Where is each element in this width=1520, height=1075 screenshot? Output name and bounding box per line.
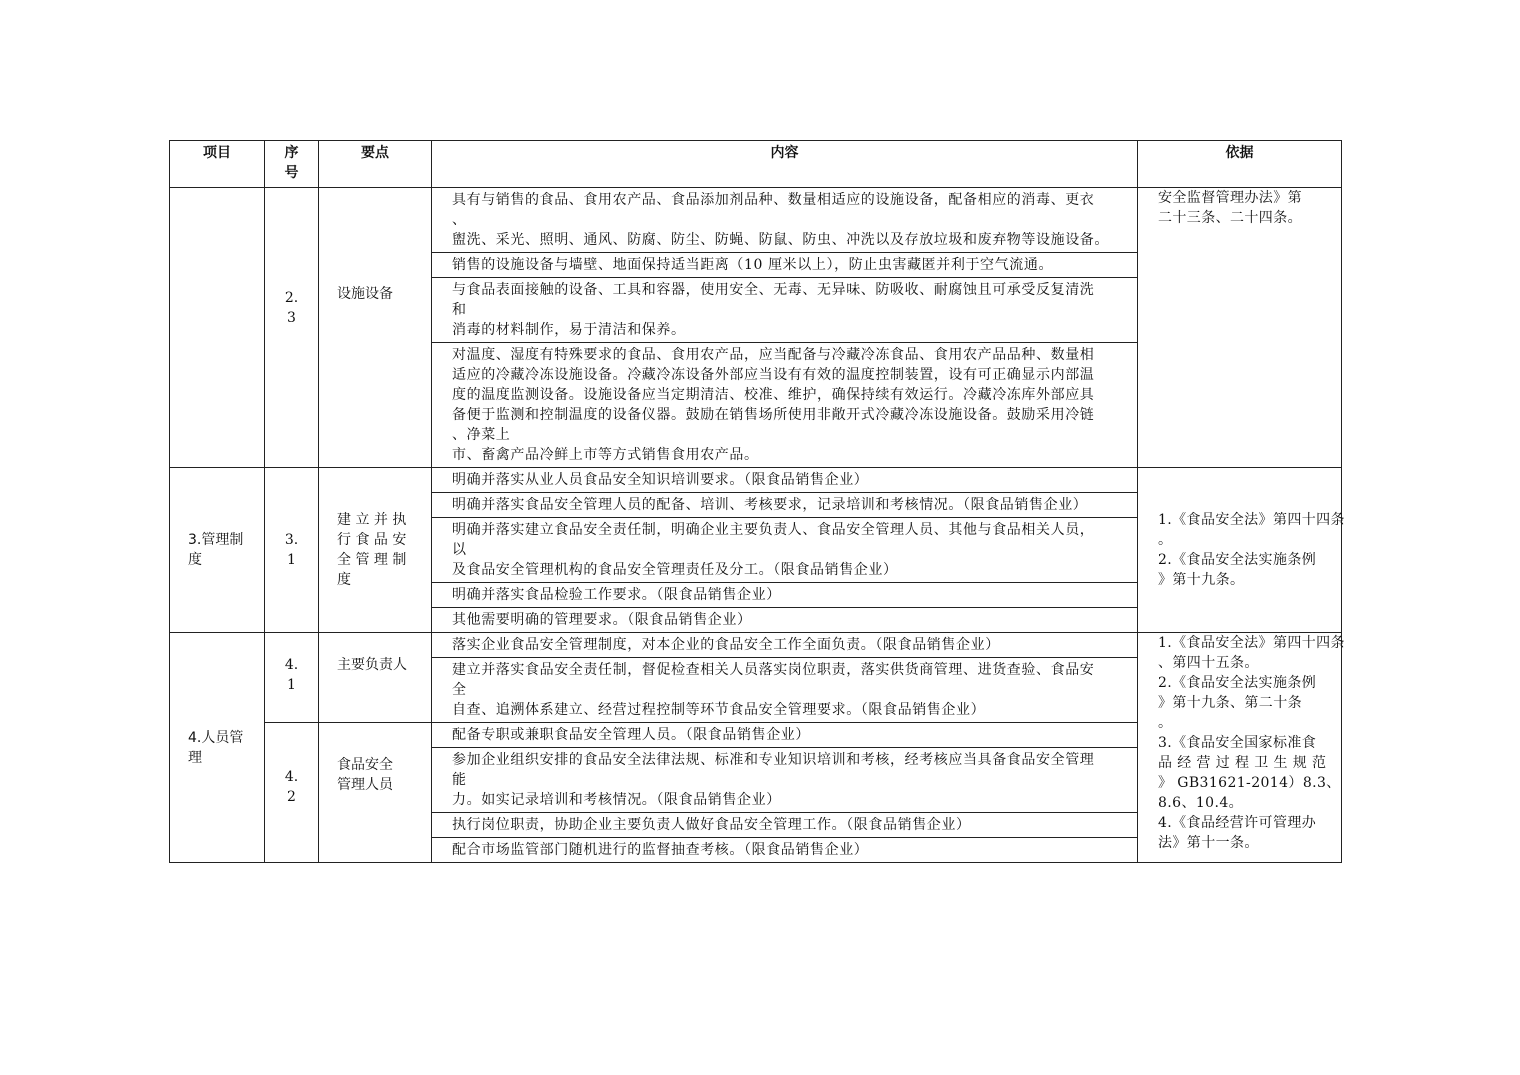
basis-line: 品 经 营 过 程 卫 生 规 范 bbox=[1158, 755, 1327, 771]
content-line: 市、畜禽产品冷鲜上市等方式销售食用农产品。 bbox=[452, 447, 759, 463]
basis-line: 。 bbox=[1158, 715, 1173, 731]
content-line: 自查、追溯体系建立、经营过程控制等环节食品安全管理要求。（限食品销售企业） bbox=[452, 702, 986, 718]
content-row bbox=[432, 608, 1137, 632]
category-line: 4.人员管 bbox=[188, 729, 244, 746]
category-management-system bbox=[170, 468, 265, 633]
content-row bbox=[432, 188, 1137, 253]
content-row bbox=[432, 583, 1137, 608]
header-content: 内容 bbox=[432, 141, 1138, 188]
section-management-system bbox=[170, 468, 1342, 633]
content-management-system bbox=[432, 468, 1138, 633]
content-row bbox=[432, 253, 1137, 278]
basis-line: 》第十九条。 bbox=[1158, 572, 1245, 588]
basis-facilities bbox=[1138, 188, 1342, 468]
content-line: 明确并落实建立食品安全责任制，明确企业主要负责人、食品安全管理人员、其他与食品相关人员， bbox=[452, 522, 1095, 538]
basis-management-system bbox=[1138, 468, 1345, 633]
basis-line: 8.6、10.4。 bbox=[1158, 795, 1244, 811]
content-row bbox=[432, 813, 1137, 838]
content-line: 及食品安全管理机构的食品安全管理责任及分工。（限食品销售企业） bbox=[452, 562, 898, 578]
basis-line: 法》第十一条。 bbox=[1158, 835, 1259, 851]
header-basis: 依据 bbox=[1138, 141, 1342, 188]
content-row bbox=[432, 723, 1137, 748]
seq-4-2: 4. 2 bbox=[265, 723, 319, 863]
basis-line: 1.《食品安全法》第四十四条 bbox=[1158, 635, 1345, 651]
content-line: 以 bbox=[452, 542, 467, 558]
content-line: 落实企业食品安全管理制度，对本企业的食品安全工作全面负责。（限食品销售企业） bbox=[452, 637, 1000, 653]
content-line: 盥洗、采光、照明、通风、防腐、防尘、防蝇、防鼠、防虫、冲洗以及存放垃圾和废弃物等设施设备。 bbox=[452, 232, 1109, 248]
content-line: 明确并落实食品安全管理人员的配备、培训、考核要求，记录培训和考核情况。（限食品销售企业） bbox=[452, 497, 1088, 513]
content-line: 适应的冷藏冷冻设施设备。冷藏冷冻设备外部应当设有有效的温度控制装置，设有可正确显示内部温 bbox=[452, 367, 1095, 383]
content-row bbox=[432, 518, 1137, 583]
content-row bbox=[432, 343, 1137, 467]
section-facilities bbox=[170, 188, 1342, 468]
content-line: 与食品表面接触的设备、工具和容器，使用安全、无毒、无异味、防吸收、耐腐蚀且可承受反复清洗 bbox=[452, 282, 1095, 298]
basis-line: 4.《食品经营许可管理办 bbox=[1158, 815, 1317, 831]
content-line: 全 bbox=[452, 682, 467, 698]
content-row bbox=[432, 748, 1137, 813]
content-row bbox=[432, 838, 1137, 862]
basis-line: 2.《食品安全法实施条例 bbox=[1158, 675, 1317, 691]
content-line: 度的温度监测设备。设施设备应当定期清洁、校准、维护，确保持续有效运行。冷藏冷冻库外部应具 bbox=[452, 387, 1095, 403]
basis-line: 3.《食品安全国家标准食 bbox=[1158, 735, 1317, 751]
basis-line: 二十三条、二十四条。 bbox=[1158, 210, 1302, 226]
point-facilities: 设施设备 bbox=[319, 188, 432, 468]
point-management-system bbox=[319, 468, 432, 633]
seq-3-1: 3. 1 bbox=[265, 468, 319, 633]
point-head bbox=[319, 633, 432, 723]
content-line: 其他需要明确的管理要求。（限食品销售企业） bbox=[452, 612, 752, 628]
point-line: 行 食 品 安 bbox=[337, 532, 407, 548]
content-line: 参加企业组织安排的食品安全法律法规、标准和专业知识培训和考核，经考核应当具备食品安全管理 bbox=[452, 752, 1095, 768]
content-line: 配备专职或兼职食品安全管理人员。（限食品销售企业） bbox=[452, 727, 810, 743]
content-facilities bbox=[432, 188, 1138, 468]
content-line: 建立并落实食品安全责任制，督促检查相关人员落实岗位职责，落实供货商管理、进货查验、食品安 bbox=[452, 662, 1095, 678]
content-line: 、 bbox=[452, 212, 467, 228]
content-row bbox=[432, 658, 1137, 722]
category-line: 度 bbox=[188, 552, 202, 568]
content-row bbox=[432, 493, 1137, 518]
basis-line: 安全监督管理办法》第 bbox=[1158, 190, 1302, 206]
basis-line: 1.《食品安全法》第四十四条 bbox=[1158, 512, 1345, 528]
point-line: 食品安全 bbox=[337, 757, 393, 773]
content-line: 执行岗位职责，协助企业主要负责人做好食品安全管理工作。（限食品销售企业） bbox=[452, 817, 971, 833]
header-seq: 序 号 bbox=[265, 141, 319, 188]
point-line: 管理人员 bbox=[337, 777, 393, 793]
basis-line: 》 GB31621-2014）8.3、 bbox=[1158, 775, 1341, 791]
seq-4-1: 4. 1 bbox=[265, 633, 319, 723]
content-line: 能 bbox=[452, 772, 467, 788]
point-line: 主要负责人 bbox=[337, 657, 407, 673]
content-line: 力。如实记录培训和考核情况。（限食品销售企业） bbox=[452, 792, 781, 808]
header-item: 项目 bbox=[170, 141, 265, 188]
content-line: 配合市场监管部门随机进行的监督抽查考核。（限食品销售企业） bbox=[452, 842, 869, 858]
content-row bbox=[432, 633, 1137, 658]
category-cell-empty bbox=[170, 188, 265, 468]
basis-personnel bbox=[1138, 633, 1345, 863]
content-row bbox=[432, 278, 1137, 343]
point-manager bbox=[319, 723, 432, 863]
requirements-table bbox=[169, 140, 1345, 863]
content-line: 销售的设施设备与墙壁、地面保持适当距离（10 厘米以上），防止虫害藏匿并利于空气流通。 bbox=[452, 257, 1054, 273]
category-personnel bbox=[170, 633, 265, 863]
point-line: 建 立 并 执 bbox=[337, 512, 407, 528]
content-line: 和 bbox=[452, 302, 467, 318]
basis-line: 、第四十五条。 bbox=[1158, 655, 1259, 671]
seq-2-3: 2. 3 bbox=[265, 188, 319, 468]
basis-line: 。 bbox=[1158, 532, 1173, 548]
basis-line: 2.《食品安全法实施条例 bbox=[1158, 552, 1317, 568]
section-personnel-head bbox=[170, 633, 1342, 723]
content-line: 具有与销售的食品、食用农产品、食品添加剂品种、数量相适应的设施设备，配备相应的消毒、更衣 bbox=[452, 192, 1095, 208]
point-line: 全 管 理 制 bbox=[337, 552, 407, 568]
content-line: 对温度、湿度有特殊要求的食品、食用农产品，应当配备与冷藏冷冻食品、食用农产品品种、数量相 bbox=[452, 347, 1095, 363]
header-point: 要点 bbox=[319, 141, 432, 188]
header-row bbox=[170, 141, 1342, 188]
content-line: 明确并落实从业人员食品安全知识培训要求。（限食品销售企业） bbox=[452, 472, 869, 488]
content-line: 、净菜上 bbox=[452, 427, 511, 443]
content-head bbox=[432, 633, 1138, 723]
content-line: 备便于监测和控制温度的设备仪器。鼓励在销售场所使用非敞开式冷藏冷冻设施设备。鼓励采用冷链 bbox=[452, 407, 1095, 423]
content-manager bbox=[432, 723, 1138, 863]
category-line: 理 bbox=[188, 749, 202, 766]
content-row bbox=[432, 468, 1137, 493]
category-line: 3.管理制 bbox=[188, 532, 244, 548]
point-line: 度 bbox=[337, 572, 351, 588]
basis-line: 》第十九条、第二十条 bbox=[1158, 695, 1302, 711]
content-line: 明确并落实食品检验工作要求。（限食品销售企业） bbox=[452, 587, 781, 603]
content-line: 消毒的材料制作，易于清洁和保养。 bbox=[452, 322, 686, 338]
